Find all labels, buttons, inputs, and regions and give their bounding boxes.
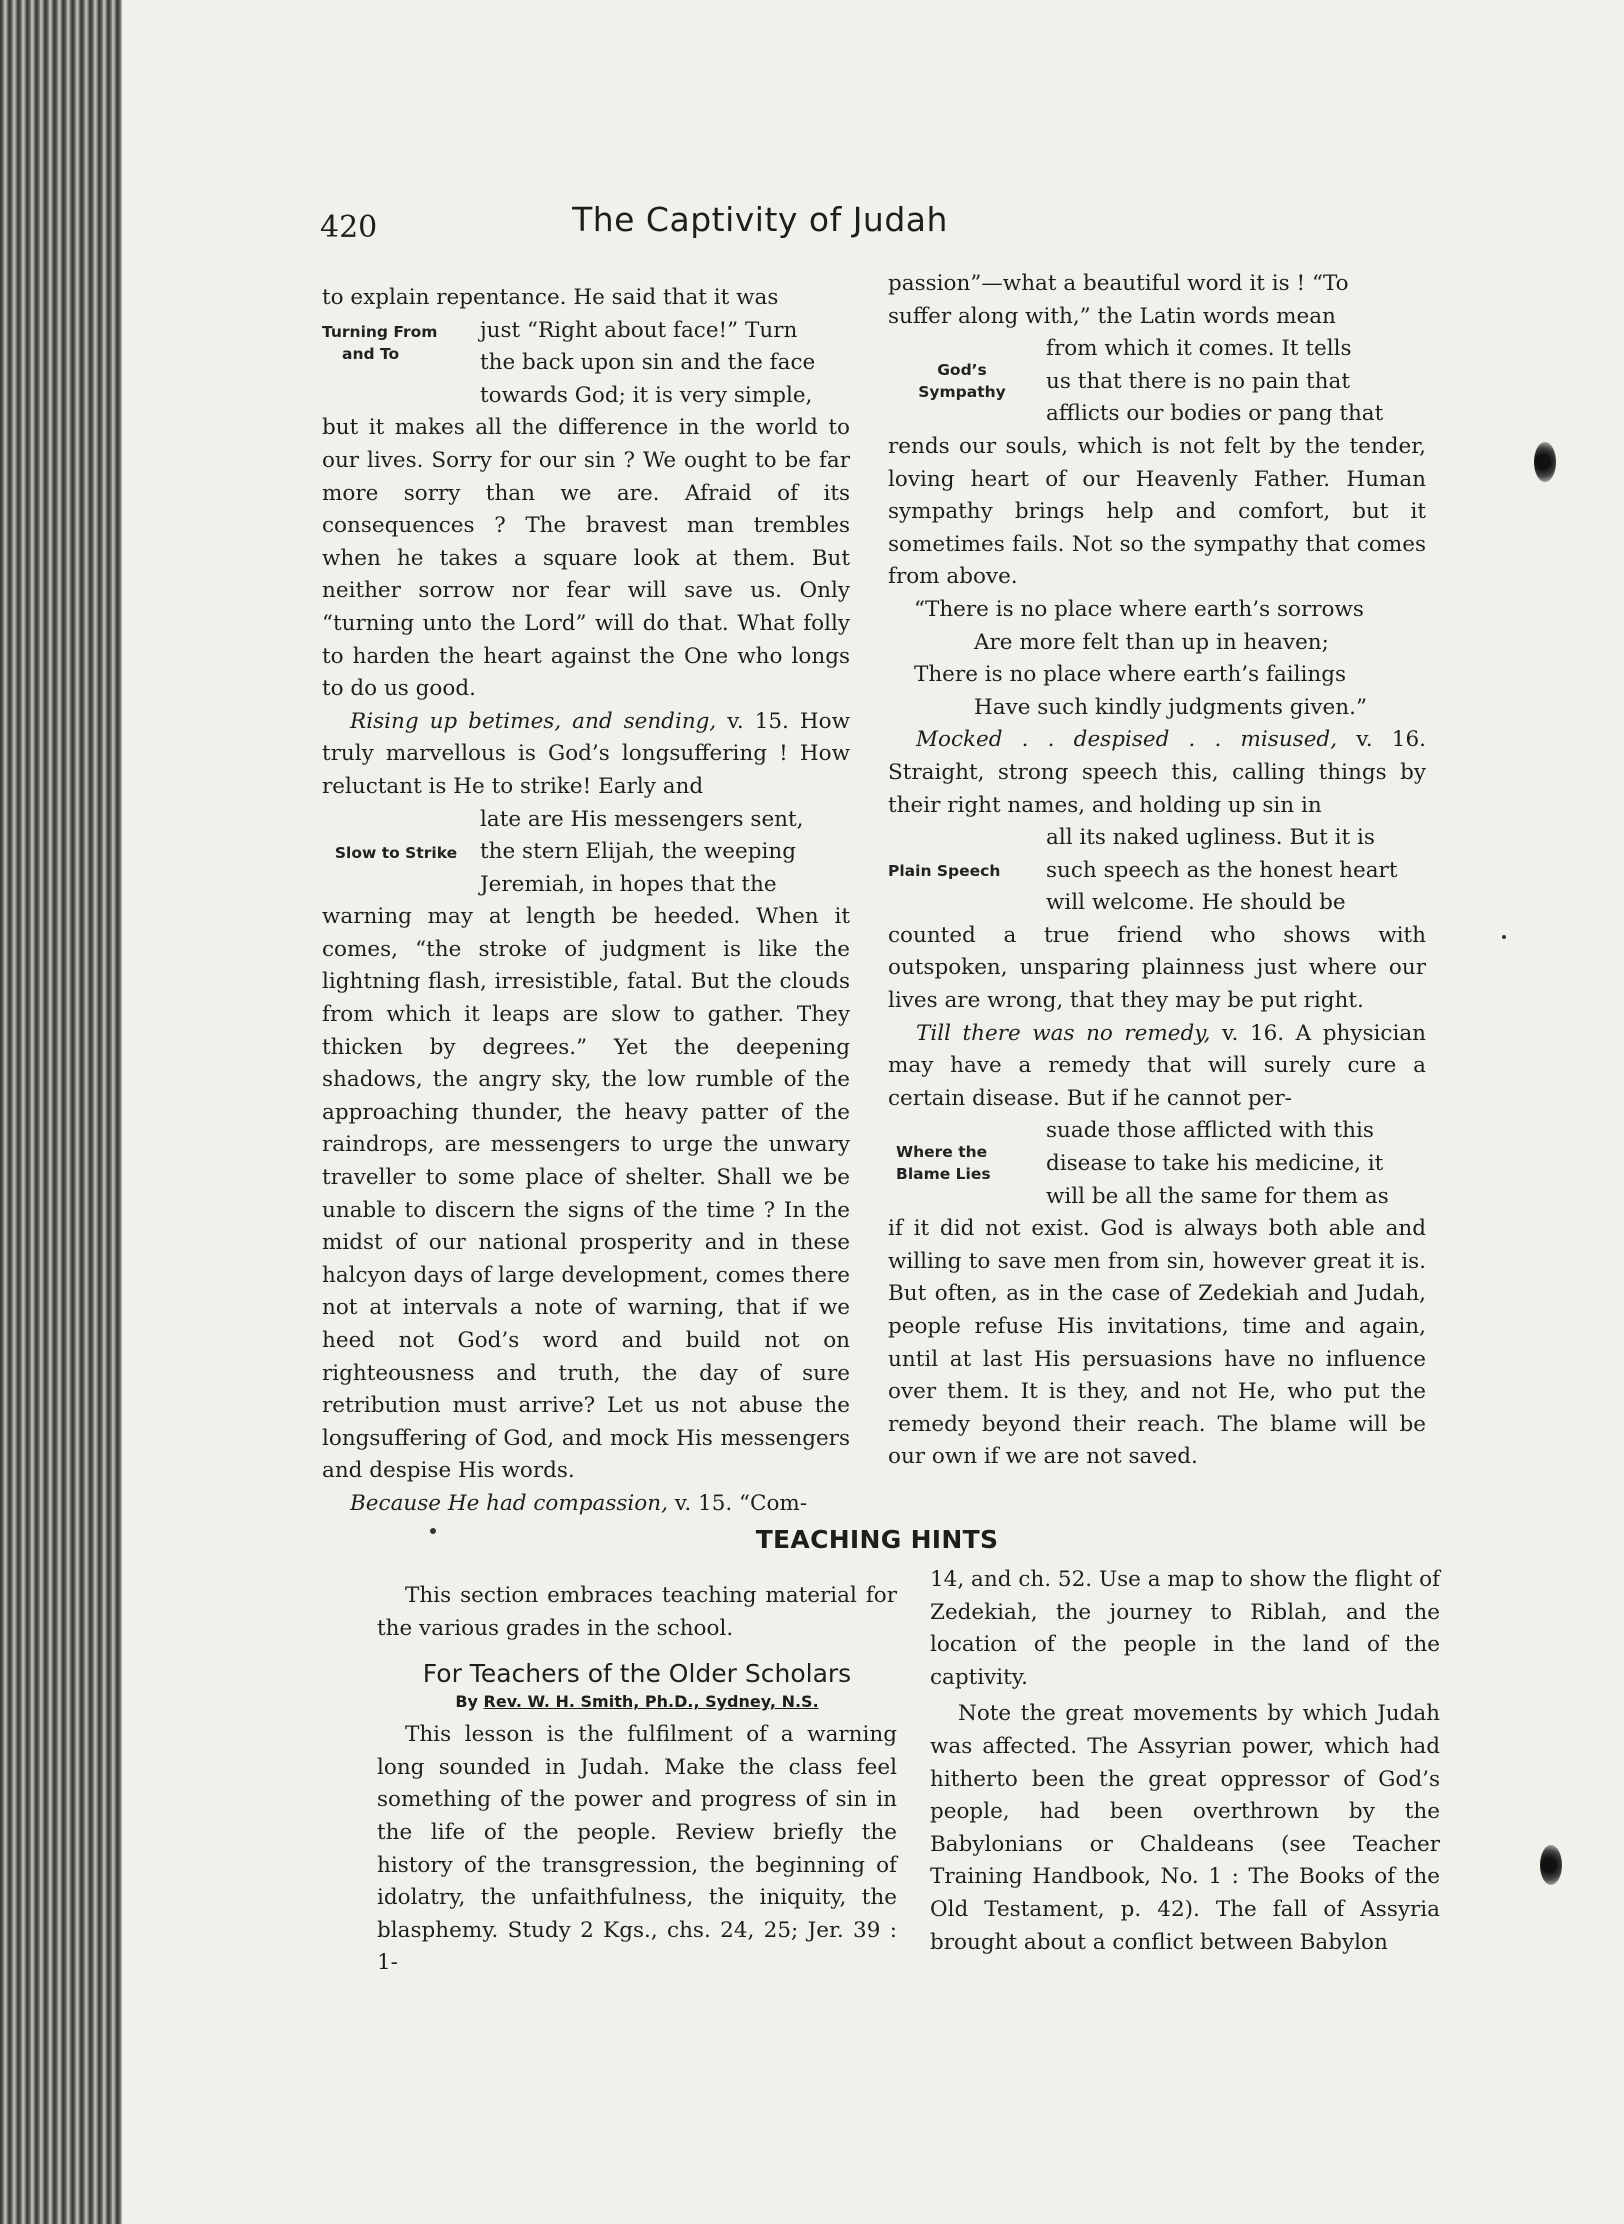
- teaching-left-column: [377, 1580, 897, 1980]
- poem-line: Have such kindly judgments given.”: [974, 694, 1367, 720]
- paragraph: but it makes all the difference in the world to our lives. Sorry for our sin ? We ought to be far more sorry than we are. Afraid of its consequences ? The bravest man trembles when he takes a square look at them. But neither sorrow nor fear will save us. Only “turning unto the Lord” will do that. What folly to harden the heart against the One who longs to do us good.: [322, 415, 850, 702]
- paragraph-line: Jeremiah, in hopes that the: [480, 871, 777, 897]
- book-page-edges: [0, 0, 130, 2224]
- running-title: The Captivity of Judah: [572, 200, 948, 239]
- paragraph-line: suade those afflicted with this: [1046, 1118, 1374, 1144]
- binding-hole-bottom: [1540, 1845, 1562, 1885]
- paragraph-line: late are His messengers sent,: [480, 806, 804, 832]
- paragraph-line: will be all the same for them as: [1046, 1183, 1389, 1209]
- side-heading-plain: [888, 822, 1036, 882]
- side-heading-line: Plain Speech: [888, 862, 1001, 881]
- paragraph-line: passion”—what a beautiful word it is ! “To: [888, 271, 1349, 296]
- paragraph: to explain repentance. He said that it was: [322, 285, 779, 310]
- paragraph: This lesson is the fulfilment of a warning long sounded in Judah. Make the class feel something of the power and progress of sin in the life of the people. Review briefly the history of the transgression, the beginning of idolatry, the unfaithfulness, the iniquity, the blasphemy. Study 2 Kgs., chs. 24, 25; Jer. 39 : 1-: [377, 1722, 897, 1976]
- book-page: [122, 0, 1624, 2224]
- poem: [888, 594, 1426, 724]
- paragraph: Note the great movements by which Judah was affected. The Assyrian power, which had hitherto been the great oppressor of God’s people, had been overthrown by the Babylonians or Chaldeans (see Teacher Training Handbook, No. 1 : The Books of the Old Testament, p. 42). The fall of Assyria brought about a conflict between Babylon: [930, 1701, 1440, 1955]
- side-heading-sympathy: [888, 333, 1036, 403]
- side-heading-slow: [322, 804, 470, 864]
- paragraph-line: all its naked ugliness. But it is: [1046, 825, 1375, 851]
- section-subheading: For Teachers of the Older Scholars: [422, 1659, 852, 1689]
- paragraph: [322, 1488, 850, 1521]
- teaching-right-column: [930, 1564, 1440, 1959]
- teaching-hints-heading: TEACHING HINTS: [755, 1525, 999, 1554]
- paragraph: [888, 1018, 1426, 1116]
- paragraph: [322, 706, 850, 804]
- side-heading-line: Sympathy: [918, 383, 1006, 402]
- byline-prefix: By: [455, 1692, 484, 1712]
- paragraph-line: afflicts our bodies or pang that: [1046, 401, 1384, 427]
- paragraph-line: us that there is no pain that: [1046, 368, 1350, 394]
- side-heading-blame: [888, 1115, 1036, 1185]
- paragraph-text: v. 15. “Com-: [667, 1490, 808, 1516]
- byline: [377, 1692, 897, 1711]
- paragraph-text: v. 15. How truly marvellous is God’s longsuffering ! How reluctant is He to strike! Early and: [322, 708, 850, 799]
- paragraph-line: will welcome. He should be: [1046, 890, 1346, 916]
- scripture-phrase: Mocked . . despised . . misused,: [916, 727, 1338, 753]
- page-number: 420: [320, 210, 378, 245]
- side-heading-turning: [322, 315, 470, 365]
- binding-hole-top: [1534, 442, 1556, 482]
- paragraph: counted a true friend who shows with outspoken, unsparing plainness just where our lives are wrong, that they may be put right.: [888, 922, 1426, 1014]
- paragraph: rends our souls, which is not felt by the tender, loving heart of our Heavenly Father. Human sympathy brings help and comfort, but it sometimes fails. Not so the sympathy that comes from above.: [888, 433, 1426, 590]
- paragraph-line: disease to take his medicine, it: [1046, 1151, 1384, 1177]
- paragraph-line: towards God; it is very simple,: [480, 382, 813, 408]
- paragraph-line: such speech as the honest heart: [1046, 857, 1398, 883]
- paragraph-line: from which it comes. It tells: [1046, 336, 1352, 362]
- side-heading-line: Slow to Strike: [334, 843, 458, 862]
- paragraph-text: v. 16. A physician may have a remedy that will surely cure a certain disease. But if he cannot per-: [888, 1020, 1426, 1111]
- poem-line: Are more felt than up in heaven;: [974, 629, 1329, 655]
- paragraph: 14, and ch. 52. Use a map to show the flight of Zedekiah, the journey to Riblah, and the location of the people in the land of the captivity.: [930, 1567, 1440, 1690]
- poem-line: “There is no place where earth’s sorrows: [914, 596, 1364, 622]
- right-column: [888, 268, 1426, 1474]
- scripture-phrase: Till there was no remedy,: [916, 1020, 1211, 1046]
- paragraph-text: v. 16. Straight, strong speech this, calling things by their right names, and holding up sin in: [888, 727, 1426, 818]
- paragraph: [888, 724, 1426, 822]
- side-heading-line: Turning From: [322, 322, 438, 341]
- page-header: [320, 196, 1200, 256]
- poem-line: There is no place where earth’s failings: [914, 662, 1347, 688]
- byline-author: Rev. W. H. Smith, Ph.D., Sydney, N.S.: [483, 1692, 819, 1712]
- paragraph-line: the back upon sin and the face: [480, 350, 816, 376]
- paragraph: if it did not exist. God is always both able and willing to save men from sin, however great it is. But often, as in the case of Zedekiah and Judah, people refuse His invitations, time and again, until at last His persuasions have no influence over them. It is they, and not He, who put the remedy beyond their reach. The blame will be our own if we are not saved.: [888, 1216, 1426, 1470]
- side-heading-line: Where the: [896, 1143, 988, 1162]
- side-heading-line: Blame Lies: [896, 1165, 991, 1184]
- scripture-phrase: Rising up betimes, and sending,: [350, 708, 717, 734]
- paragraph-line: just “Right about face!” Turn: [480, 317, 798, 343]
- paragraph: warning may at length be heeded. When it comes, “the stroke of judgment is like the lightning flash, irresistible, fatal. But the clouds from which it leaps are slow to gather. They thicken by degrees.” Yet the deepening shadows, the angry sky, the low rumble of the approaching thunder, the heavy patter of the raindrops, are messengers to urge the unwary traveller to some place of shelter. Shall we be unable to discern the signs of the time ? In the midst of our national prosperity and in these halcyon days of large development, comes there not at intervals a note of warning, that if we heed not God’s word and build not on righteousness and truth, the day of sure retribution must arrive? Let us not abuse the longsuffering of God, and mock His messengers and despise His words.: [322, 904, 850, 1484]
- left-column: [322, 282, 850, 1521]
- scripture-phrase: Because He had compassion,: [350, 1490, 668, 1516]
- paragraph-line: suffer along with,” the Latin words mean: [888, 303, 1336, 329]
- side-heading-line: and To: [342, 344, 400, 363]
- paragraph: This section embraces teaching material for the various grades in the school.: [377, 1583, 897, 1641]
- paragraph-line: the stern Elijah, the weeping: [480, 839, 796, 865]
- side-heading-line: God’s: [937, 361, 987, 380]
- speck: [1502, 935, 1506, 939]
